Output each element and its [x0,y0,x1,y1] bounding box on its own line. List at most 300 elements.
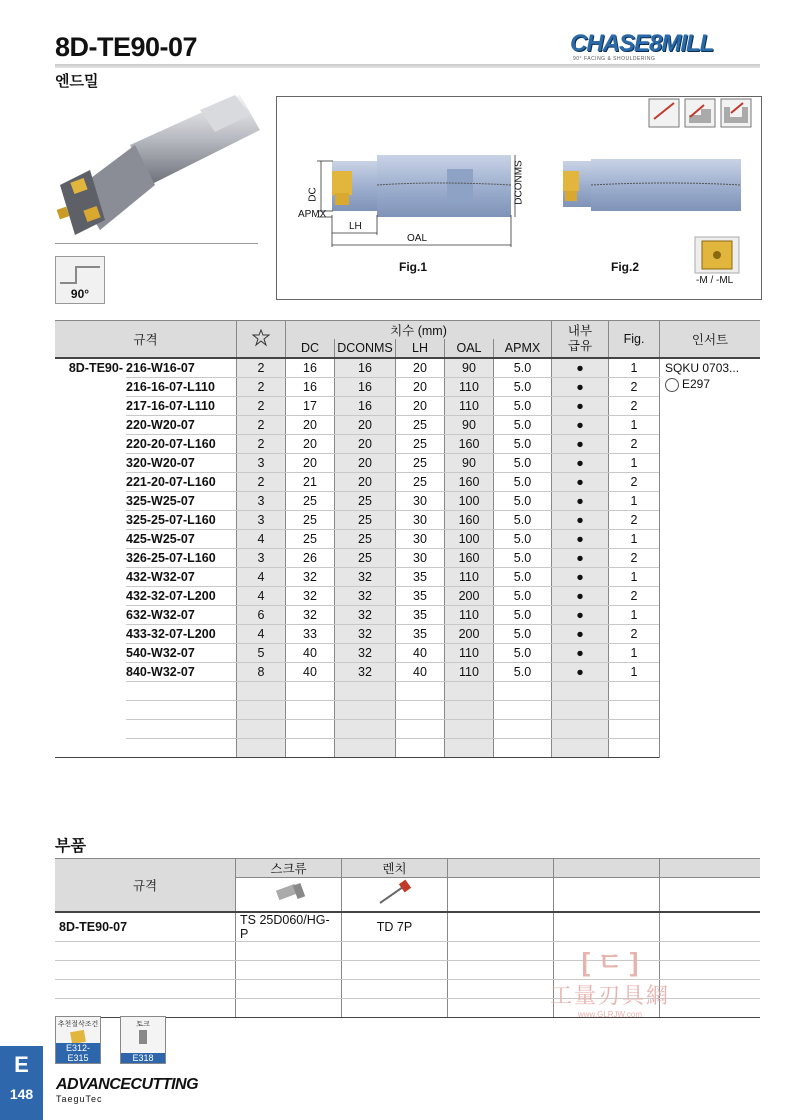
lh-cell: 25 [396,454,445,473]
insert-cell [660,358,761,758]
model-prefix [55,701,126,720]
parts-cell [448,960,554,979]
page-number: 148 [9,1086,34,1102]
apmx-cell: 5.0 [494,397,552,416]
dconms-cell [335,701,396,720]
coolant-cell: ● [552,492,609,511]
dconms-cell: 25 [335,511,396,530]
apmx-cell: 5.0 [494,358,552,378]
oal-cell: 110 [445,644,494,663]
model-cell: 540-W32-07 [126,644,237,663]
model-cell [126,682,237,701]
model-prefix [55,473,126,492]
apmx-cell: 5.0 [494,663,552,682]
model-prefix: 8D-TE90- [55,358,126,378]
spec-row [55,358,760,378]
coolant-cell: ● [552,625,609,644]
page-subtitle: 엔드밀 [55,73,99,90]
parts-cell [55,941,236,960]
oal-cell: 160 [445,549,494,568]
z-cell [237,701,286,720]
section-letter: E [14,1052,29,1077]
spec-row [55,473,760,492]
parts-cell [55,998,236,1017]
model-prefix [55,739,126,758]
fig-cell: 1 [609,416,660,435]
lh-cell: 30 [396,492,445,511]
oal-cell: 110 [445,397,494,416]
z-cell: 3 [237,492,286,511]
coolant-cell: ● [552,530,609,549]
insert-variant-label: -M / -ML [696,275,734,286]
dc-cell [286,720,335,739]
fig-cell: 2 [609,587,660,606]
col-designation: 규격 [55,321,237,359]
z-cell: 2 [237,397,286,416]
fig-cell [609,739,660,758]
model-cell: 216-16-07-L110 [126,378,237,397]
teeth-icon [252,329,270,347]
dc-cell: 20 [286,454,335,473]
oal-cell: 160 [445,473,494,492]
insert-page: E297 [682,377,711,391]
insert-name: SQKU 0703... [665,361,740,375]
brand-tagline: 90° FACING & SHOULDERING [573,56,656,62]
spec-empty-row [55,701,760,720]
oal-cell [445,682,494,701]
dconms-cell: 20 [335,473,396,492]
model-cell [126,701,237,720]
col-dimensions: 치수 (mm) [286,321,552,340]
col-teeth [237,321,286,359]
dim-dconms: DCONMS [513,160,525,205]
lh-cell: 40 [396,644,445,663]
spec-row [55,454,760,473]
dconms-cell: 32 [335,625,396,644]
insert-ref[interactable] [665,377,760,392]
fig-cell: 1 [609,454,660,473]
coolant-cell [552,739,609,758]
z-cell: 4 [237,530,286,549]
watermark [540,942,680,1019]
dc-cell: 20 [286,416,335,435]
lh-cell: 25 [396,473,445,492]
apmx-cell [494,720,552,739]
dconms-cell [335,682,396,701]
col-dc: DC [286,339,335,358]
ref-torque[interactable] [120,1016,166,1064]
fig-cell: 1 [609,663,660,682]
coolant-cell: ● [552,378,609,397]
lh-cell [396,682,445,701]
dc-cell: 32 [286,587,335,606]
apmx-cell: 5.0 [494,587,552,606]
angle-icon [56,257,104,287]
oal-cell: 110 [445,663,494,682]
z-cell: 4 [237,625,286,644]
dc-cell: 17 [286,397,335,416]
z-cell: 2 [237,435,286,454]
col-apmx: APMX [494,339,552,358]
spec-row [55,587,760,606]
apmx-cell: 5.0 [494,511,552,530]
oal-cell [445,739,494,758]
apmx-cell [494,739,552,758]
dc-cell: 33 [286,625,335,644]
fig2-drawing [563,159,741,211]
model-cell: 220-20-07-L160 [126,435,237,454]
footer-brand [56,1076,198,1104]
model-cell [126,720,237,739]
apmx-cell: 5.0 [494,454,552,473]
coolant-cell: ● [552,397,609,416]
spec-table [55,320,760,758]
dconms-cell: 32 [335,663,396,682]
model-prefix [55,663,126,682]
parts-cell [236,960,342,979]
model-prefix [55,378,126,397]
oal-cell: 90 [445,416,494,435]
lh-cell: 35 [396,606,445,625]
model-prefix [55,435,126,454]
dimension-figure [276,96,762,300]
magnifier-icon [665,378,679,392]
model-cell: 433-32-07-L200 [126,625,237,644]
coolant-cell: ● [552,358,609,378]
page-title: 8D-TE90-07 [55,32,198,62]
ref-cutting-conditions[interactable] [55,1016,101,1064]
parts-cell [342,941,448,960]
parts-title: 부품 [55,838,86,855]
apmx-cell: 5.0 [494,625,552,644]
fig-cell: 2 [609,549,660,568]
model-prefix [55,530,126,549]
col-insert: 인서트 [660,321,761,359]
facing-op-icon [649,99,679,127]
model-prefix [55,511,126,530]
spec-row [55,511,760,530]
coolant-cell: ● [552,587,609,606]
z-cell: 5 [237,644,286,663]
coolant-cell: ● [552,435,609,454]
model-cell: 326-25-07-L160 [126,549,237,568]
screw-image [236,878,342,912]
apmx-cell: 5.0 [494,568,552,587]
shoulder-op-icon [685,99,715,127]
dconms-cell: 20 [335,435,396,454]
z-cell: 4 [237,568,286,587]
page-tab [0,1046,43,1120]
spec-empty-row [55,682,760,701]
dconms-cell: 25 [335,549,396,568]
model-prefix [55,568,126,587]
dc-cell: 26 [286,549,335,568]
model-cell: 425-W25-07 [126,530,237,549]
fig-cell: 2 [609,378,660,397]
dconms-cell: 16 [335,397,396,416]
wrench-icon [375,879,415,907]
z-cell: 4 [237,587,286,606]
tool-photo [50,90,265,240]
wrench-image [342,878,448,912]
oal-cell: 110 [445,606,494,625]
z-cell [237,720,286,739]
z-cell [237,739,286,758]
angle-label: 90° [70,287,90,301]
apmx-cell: 5.0 [494,378,552,397]
fig-cell [609,720,660,739]
parts-cell [554,912,660,942]
lh-cell: 35 [396,587,445,606]
fig-cell [609,701,660,720]
model-cell: 220-W20-07 [126,416,237,435]
spec-row [55,644,760,663]
coolant-cell: ● [552,454,609,473]
apmx-cell: 5.0 [494,492,552,511]
fig-cell: 1 [609,644,660,663]
parts-col-empty2 [554,859,660,878]
parts-model: 8D-TE90-07 [55,912,236,942]
angle-indicator [55,256,105,304]
dc-cell: 21 [286,473,335,492]
fig-cell: 1 [609,530,660,549]
watermark-url: www.GLRJW.com [577,1010,642,1019]
oal-cell: 100 [445,492,494,511]
fig-cell [609,682,660,701]
model-cell: 325-W25-07 [126,492,237,511]
fig-cell: 1 [609,492,660,511]
coolant-cell: ● [552,644,609,663]
dc-cell [286,701,335,720]
fig-cell: 1 [609,358,660,378]
parts-cell [448,941,554,960]
lh-cell: 40 [396,663,445,682]
lh-cell: 30 [396,549,445,568]
coolant-cell: ● [552,511,609,530]
fig1-label: Fig.1 [399,260,428,274]
oal-cell: 200 [445,625,494,644]
spec-row [55,549,760,568]
dconms-cell: 25 [335,530,396,549]
model-cell: 325-25-07-L160 [126,511,237,530]
z-cell: 2 [237,416,286,435]
fig-cell: 2 [609,625,660,644]
dc-cell: 40 [286,663,335,682]
coolant-cell: ● [552,606,609,625]
spec-row [55,397,760,416]
dim-oal: OAL [407,233,428,244]
spec-row [55,435,760,454]
spec-row [55,568,760,587]
screw-icon [269,879,309,907]
lh-cell [396,701,445,720]
spec-empty-row [55,720,760,739]
oal-cell: 90 [445,358,494,378]
photo-divider [55,243,258,244]
fig-cell: 1 [609,568,660,587]
spec-row [55,530,760,549]
dc-cell: 16 [286,358,335,378]
lh-cell: 25 [396,416,445,435]
z-cell: 3 [237,454,286,473]
parts-cell [236,979,342,998]
coolant-cell [552,682,609,701]
insert-thumbnail [695,237,739,273]
parts-col-empty3 [660,859,761,878]
dconms-cell: 16 [335,358,396,378]
dim-apmx: APMX [298,209,327,220]
brand-logo [565,28,763,64]
model-prefix [55,549,126,568]
parts-cell [342,979,448,998]
apmx-cell: 5.0 [494,606,552,625]
model-prefix [55,416,126,435]
lh-cell: 20 [396,358,445,378]
spec-row [55,663,760,682]
model-cell: 840-W32-07 [126,663,237,682]
lh-cell: 35 [396,625,445,644]
dconms-cell [335,720,396,739]
coolant-cell: ● [552,473,609,492]
col-dconms: DCONMS [335,339,396,358]
parts-col-screw: 스크류 [236,859,342,878]
z-cell: 2 [237,473,286,492]
model-cell: 432-W32-07 [126,568,237,587]
dconms-cell: 32 [335,606,396,625]
apmx-cell: 5.0 [494,644,552,663]
oal-cell [445,720,494,739]
ref-caption: 추천절삭조건 [57,1021,99,1028]
watermark-text: 工量刃具網 [549,983,670,1008]
z-cell: 8 [237,663,286,682]
ref-page: E312-E315 [56,1043,100,1063]
parts-wrench: TD 7P [342,912,448,942]
lh-cell [396,739,445,758]
spec-row [55,625,760,644]
coolant-cell: ● [552,549,609,568]
dim-dc: DC [307,187,319,202]
oal-cell [445,701,494,720]
dconms-cell: 32 [335,568,396,587]
dconms-cell [335,739,396,758]
dc-cell: 25 [286,492,335,511]
coolant-cell [552,720,609,739]
z-cell: 3 [237,511,286,530]
lh-cell: 30 [396,511,445,530]
dconms-cell: 20 [335,416,396,435]
dc-cell [286,682,335,701]
fig-cell: 2 [609,435,660,454]
lh-cell: 20 [396,378,445,397]
col-oal: OAL [445,339,494,358]
oal-cell: 100 [445,530,494,549]
model-prefix [55,682,126,701]
z-cell: 2 [237,358,286,378]
model-cell: 632-W32-07 [126,606,237,625]
ref-caption: 토크 [136,1021,150,1028]
footer-company: TaeguTec [56,1094,103,1104]
dc-cell: 20 [286,435,335,454]
dconms-cell: 32 [335,587,396,606]
parts-cell [342,960,448,979]
col-fig: Fig. [609,321,660,359]
dc-cell: 40 [286,644,335,663]
coolant-cell: ● [552,568,609,587]
lh-cell: 35 [396,568,445,587]
col-lh: LH [396,339,445,358]
parts-cell [55,960,236,979]
dconms-cell: 25 [335,492,396,511]
dc-cell: 25 [286,530,335,549]
dconms-cell: 20 [335,454,396,473]
dc-cell: 25 [286,511,335,530]
dc-cell: 32 [286,568,335,587]
fig-cell: 1 [609,606,660,625]
model-prefix [55,454,126,473]
watermark-logo: [ ㄷ ] [581,947,639,977]
dconms-cell: 32 [335,644,396,663]
slot-op-icon [721,99,751,127]
coolant-cell: ● [552,416,609,435]
model-prefix [55,492,126,511]
parts-cell [448,912,554,942]
dc-cell: 16 [286,378,335,397]
dconms-cell: 16 [335,378,396,397]
fig-cell: 2 [609,397,660,416]
oal-cell: 160 [445,511,494,530]
oal-cell: 90 [445,454,494,473]
lh-cell: 25 [396,435,445,454]
torque-ref-icon [133,1029,153,1045]
apmx-cell: 5.0 [494,530,552,549]
lh-cell: 30 [396,530,445,549]
apmx-cell: 5.0 [494,549,552,568]
parts-cell [236,941,342,960]
parts-cell [660,912,761,942]
apmx-cell: 5.0 [494,416,552,435]
apmx-cell: 5.0 [494,435,552,454]
parts-cell [342,998,448,1017]
model-cell: 432-32-07-L200 [126,587,237,606]
z-cell [237,682,286,701]
parts-empty1 [448,878,554,912]
model-cell: 320-W20-07 [126,454,237,473]
model-prefix [55,587,126,606]
fig-cell: 2 [609,511,660,530]
oal-cell: 200 [445,587,494,606]
fig-cell: 2 [609,473,660,492]
oal-cell: 110 [445,568,494,587]
spec-row [55,378,760,397]
z-cell: 2 [237,378,286,397]
parts-col-wrench: 렌치 [342,859,448,878]
dc-cell: 32 [286,606,335,625]
model-prefix [55,644,126,663]
lh-cell: 20 [396,397,445,416]
model-cell: 217-16-07-L110 [126,397,237,416]
oal-cell: 110 [445,378,494,397]
parts-col-empty1 [448,859,554,878]
coolant-cell: ● [552,663,609,682]
footer-brand-name: ADVANCECUTTING [56,1076,199,1093]
dc-cell [286,739,335,758]
model-cell [126,739,237,758]
model-prefix [55,720,126,739]
spec-row [55,492,760,511]
apmx-cell [494,701,552,720]
spec-empty-row [55,739,760,758]
spec-row [55,606,760,625]
